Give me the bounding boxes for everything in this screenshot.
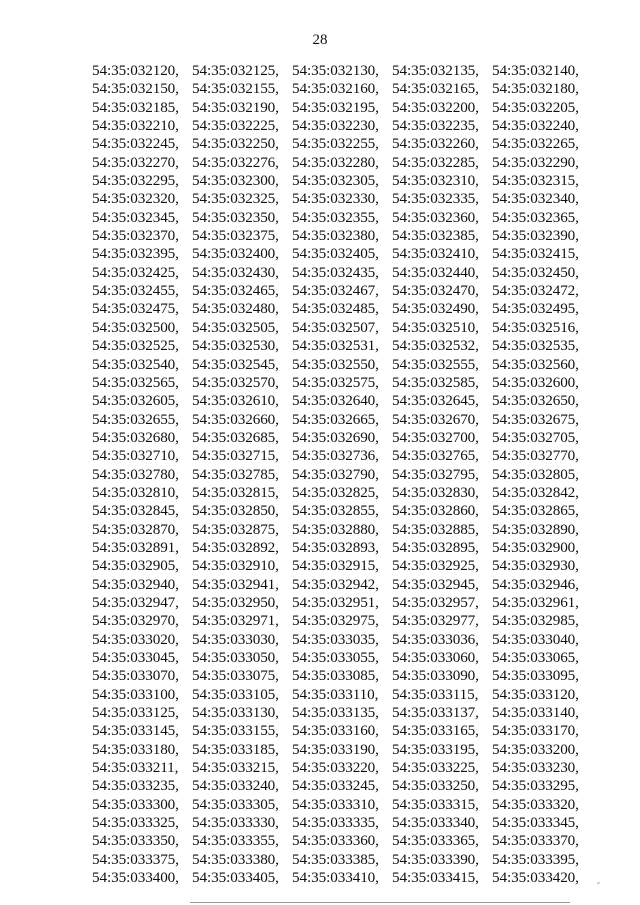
table-row [92, 300, 592, 318]
table-row [92, 612, 592, 630]
cadastral-number-cell: 54:35:032455, [92, 282, 179, 300]
cadastral-number-cell: 54:35:032280, [292, 153, 379, 171]
table-row [92, 686, 592, 704]
cadastral-number-cell: 54:35:033060, [392, 649, 479, 666]
cadastral-number-cell: 54:35:032640, [292, 392, 379, 410]
cadastral-number-cell: 54:35:032850, [192, 502, 279, 520]
cadastral-number-cell: 54:35:033345, [492, 814, 579, 832]
cadastral-number-cell: 54:35:032700, [392, 428, 479, 446]
cadastral-number-cell: 54:35:033155, [192, 722, 279, 740]
cadastral-number-cell: 54:35:033395, [492, 850, 579, 868]
cadastral-number-cell: 54:35:033325, [92, 814, 179, 832]
cadastral-number-cell: 54:35:032946, [492, 575, 579, 593]
table-row [92, 631, 592, 649]
table-row [92, 209, 592, 227]
cadastral-number-cell: 54:35:032690, [292, 428, 379, 446]
cadastral-number-cell: 54:35:032255, [292, 135, 379, 153]
cadastral-number-cell: 54:35:032845, [92, 502, 179, 520]
table-row [92, 502, 592, 520]
cadastral-number-cell: 54:35:032305, [292, 172, 379, 190]
cadastral-number-cell: 54:35:032957, [392, 593, 479, 611]
cadastral-number-cell: 54:35:033145, [92, 722, 179, 740]
cadastral-number-cell: 54:35:032870, [92, 520, 179, 538]
cadastral-number-cell: 54:35:032495, [492, 300, 579, 318]
cadastral-number-cell: 54:35:033300, [92, 795, 179, 813]
cadastral-number-cell: 54:35:032945, [392, 575, 479, 593]
cadastral-number-cell: 54:35:033075, [192, 667, 279, 685]
cadastral-number-cell: 54:35:032865, [492, 502, 579, 520]
table-row [92, 245, 592, 263]
cadastral-number-table-body [92, 62, 592, 887]
table-row [92, 337, 592, 355]
cadastral-number-cell: 54:35:032532, [392, 337, 479, 355]
cadastral-number-cell: 54:35:032320, [92, 190, 179, 208]
cadastral-number-cell: 54:35:032977, [392, 612, 479, 630]
cadastral-number-cell: 54:35:033330, [192, 814, 279, 832]
cadastral-number-cell: 54:35:032531, [292, 337, 379, 355]
cadastral-number-cell: 54:35:033105, [192, 685, 279, 703]
cadastral-number-cell: 54:35:033240, [192, 777, 279, 795]
cadastral-number-cell: 54:35:033250, [392, 777, 479, 795]
cadastral-number-cell: 54:35:033375, [92, 850, 179, 868]
table-row [92, 649, 592, 667]
table-row [92, 466, 592, 484]
cadastral-number-cell: 54:35:033220, [292, 759, 379, 777]
cadastral-number-cell: 54:35:032270, [92, 153, 179, 171]
cadastral-number-cell: 54:35:033305, [192, 795, 279, 813]
cadastral-number-cell: 54:35:032225, [192, 117, 279, 135]
table-row [92, 392, 592, 410]
cadastral-number-cell: 54:35:033370, [492, 832, 579, 850]
cadastral-number-cell: 54:35:032200, [392, 98, 479, 116]
cadastral-number-cell: 54:35:033315, [392, 795, 479, 813]
cadastral-number-cell: 54:35:032330, [292, 190, 379, 208]
cadastral-number-table [92, 62, 592, 887]
cadastral-number-cell: 54:35:032245, [92, 135, 179, 153]
cadastral-number-cell: 54:35:033137, [392, 704, 479, 722]
table-row [92, 777, 592, 795]
cadastral-number-cell: 54:35:032350, [192, 208, 279, 226]
cadastral-number-cell: 54:35:032475, [92, 300, 179, 318]
cadastral-number-cell: 54:35:033140, [492, 704, 579, 722]
cadastral-number-cell: 54:35:033030, [192, 630, 279, 648]
cadastral-number-cell: 54:35:032300, [192, 172, 279, 190]
cadastral-number-cell: 54:35:033211, [92, 759, 179, 777]
table-row [92, 264, 592, 282]
cadastral-number-cell: 54:35:033355, [192, 832, 279, 850]
cadastral-number-cell: 54:35:032941, [192, 575, 279, 593]
table-row [92, 851, 592, 869]
table-row [92, 356, 592, 374]
cadastral-number-cell: 54:35:033195, [392, 740, 479, 758]
cadastral-number-cell: 54:35:032465, [192, 282, 279, 300]
cadastral-number-cell: 54:35:033415, [392, 869, 479, 887]
cadastral-number-cell: 54:35:032210, [92, 117, 179, 135]
cadastral-number-cell: 54:35:032360, [392, 208, 479, 226]
cadastral-number-cell: 54:35:033400, [92, 869, 179, 887]
table-row [92, 80, 592, 98]
cadastral-number-cell: 54:35:032205, [492, 98, 579, 116]
cadastral-number-cell: 54:35:032951, [292, 593, 379, 611]
cadastral-number-cell: 54:35:032585, [392, 373, 479, 391]
table-row [92, 759, 592, 777]
cadastral-number-cell: 54:35:032250, [192, 135, 279, 153]
cadastral-number-cell: 54:35:032510, [392, 318, 479, 336]
cadastral-number-cell: 54:35:033180, [92, 740, 179, 758]
cadastral-number-cell: 54:35:032645, [392, 392, 479, 410]
cadastral-number-cell: 54:35:032440, [392, 263, 479, 281]
cadastral-number-cell: 54:35:032540, [92, 355, 179, 373]
cadastral-number-cell: 54:35:032150, [92, 80, 179, 98]
cadastral-number-cell: 54:35:032970, [92, 612, 179, 630]
cadastral-number-cell: 54:35:032560, [492, 355, 579, 373]
table-row [92, 411, 592, 429]
cadastral-number-cell: 54:35:032550, [292, 355, 379, 373]
cadastral-number-cell: 54:35:033225, [392, 759, 479, 777]
cadastral-number-cell: 54:35:033295, [492, 777, 579, 795]
cadastral-number-cell: 54:35:032665, [292, 410, 379, 428]
cadastral-number-cell: 54:35:032165, [392, 80, 479, 98]
cadastral-number-cell: 54:35:032525, [92, 337, 179, 355]
table-row [92, 869, 592, 887]
table-row [92, 484, 592, 502]
cadastral-number-cell: 54:35:032605, [92, 392, 179, 410]
cadastral-number-cell: 54:35:033090, [392, 667, 479, 685]
cadastral-number-cell: 54:35:032660, [192, 410, 279, 428]
cadastral-number-cell: 54:35:032975, [292, 612, 379, 630]
table-row [92, 117, 592, 135]
cadastral-number-cell: 54:35:032370, [92, 227, 179, 245]
cadastral-number-cell: 54:35:032961, [492, 593, 579, 611]
cadastral-number-cell: 54:35:032295, [92, 172, 179, 190]
cadastral-number-cell: 54:35:032855, [292, 502, 379, 520]
table-row [92, 62, 592, 80]
cadastral-number-cell: 54:35:032795, [392, 465, 479, 483]
cadastral-number-cell: 54:35:032310, [392, 172, 479, 190]
cadastral-number-cell: 54:35:032900, [492, 538, 579, 556]
footer-rule [190, 902, 570, 903]
cadastral-number-cell: 54:35:033335, [292, 814, 379, 832]
table-row [92, 227, 592, 245]
table-row [92, 704, 592, 722]
cadastral-number-cell: 54:35:033165, [392, 722, 479, 740]
cadastral-number-cell: 54:35:032385, [392, 227, 479, 245]
cadastral-number-cell: 54:35:033036, [392, 630, 479, 648]
cadastral-number-cell: 54:35:033020, [92, 630, 179, 648]
cadastral-number-cell: 54:35:032135, [392, 62, 479, 79]
cadastral-number-cell: 54:35:032390, [492, 227, 579, 245]
table-row [92, 154, 592, 172]
cadastral-number-cell: 54:35:032235, [392, 117, 479, 135]
cadastral-number-cell: 54:35:033045, [92, 649, 179, 666]
cadastral-number-cell: 54:35:032893, [292, 538, 379, 556]
cadastral-number-cell: 54:35:032285, [392, 153, 479, 171]
cadastral-number-cell: 54:35:033115, [392, 685, 479, 703]
cadastral-number-cell: 54:35:033360, [292, 832, 379, 850]
cadastral-number-cell: 54:35:032260, [392, 135, 479, 153]
cadastral-number-cell: 54:35:032425, [92, 263, 179, 281]
table-row [92, 447, 592, 465]
cadastral-number-cell: 54:35:032947, [92, 593, 179, 611]
table-row [92, 832, 592, 850]
cadastral-number-cell: 54:35:032892, [192, 538, 279, 556]
table-row [92, 539, 592, 557]
cadastral-number-cell: 54:35:032715, [192, 447, 279, 465]
cadastral-number-cell: 54:35:032895, [392, 538, 479, 556]
table-row [92, 667, 592, 685]
table-row [92, 557, 592, 575]
cadastral-number-cell: 54:35:032880, [292, 520, 379, 538]
cadastral-number-cell: 54:35:032885, [392, 520, 479, 538]
table-row [92, 722, 592, 740]
cadastral-number-cell: 54:35:032575, [292, 373, 379, 391]
cadastral-number-cell: 54:35:032505, [192, 318, 279, 336]
cadastral-number-cell: 54:35:033390, [392, 850, 479, 868]
table-row [92, 374, 592, 392]
cadastral-number-cell: 54:35:033040, [492, 630, 579, 648]
cadastral-number-cell: 54:35:033185, [192, 740, 279, 758]
cadastral-number-cell: 54:35:032155, [192, 80, 279, 98]
cadastral-number-cell: 54:35:033365, [392, 832, 479, 850]
cadastral-number-cell: 54:35:032780, [92, 465, 179, 483]
cadastral-number-cell: 54:35:032675, [492, 410, 579, 428]
cadastral-number-cell: 54:35:032410, [392, 245, 479, 263]
cadastral-number-cell: 54:35:032400, [192, 245, 279, 263]
cadastral-number-cell: 54:35:033310, [292, 795, 379, 813]
cadastral-number-cell: 54:35:032942, [292, 575, 379, 593]
cadastral-number-cell: 54:35:033055, [292, 649, 379, 666]
cadastral-number-cell: 54:35:032140, [492, 62, 579, 79]
cadastral-number-cell: 54:35:032500, [92, 318, 179, 336]
cadastral-number-cell: 54:35:032805, [492, 465, 579, 483]
cadastral-number-cell: 54:35:032340, [492, 190, 579, 208]
cadastral-number-cell: 54:35:032940, [92, 575, 179, 593]
cadastral-number-cell: 54:35:032335, [392, 190, 479, 208]
cadastral-number-cell: 54:35:033110, [292, 685, 379, 703]
cadastral-number-cell: 54:35:032925, [392, 557, 479, 575]
cadastral-number-cell: 54:35:032565, [92, 373, 179, 391]
cadastral-number-cell: 54:35:032545, [192, 355, 279, 373]
cadastral-number-cell: 54:35:032405, [292, 245, 379, 263]
cadastral-number-cell: 54:35:032860, [392, 502, 479, 520]
cadastral-number-cell: 54:35:032240, [492, 117, 579, 135]
cadastral-number-cell: 54:35:032685, [192, 428, 279, 446]
cadastral-number-cell: 54:35:032930, [492, 557, 579, 575]
cadastral-number-cell: 54:35:032190, [192, 98, 279, 116]
cadastral-number-cell: 54:35:032600, [492, 373, 579, 391]
cadastral-number-cell: 54:35:033120, [492, 685, 579, 703]
cadastral-number-cell: 54:35:032180, [492, 80, 579, 98]
cadastral-number-cell: 54:35:032160, [292, 80, 379, 98]
table-row [92, 282, 592, 300]
cadastral-number-cell: 54:35:033340, [392, 814, 479, 832]
cadastral-number-cell: 54:35:032315, [492, 172, 579, 190]
cadastral-number-cell: 54:35:032276, [192, 153, 279, 171]
cadastral-number-cell: 54:35:032530, [192, 337, 279, 355]
table-row [92, 796, 592, 814]
cadastral-number-cell: 54:35:032355, [292, 208, 379, 226]
cadastral-number-cell: 54:35:033070, [92, 667, 179, 685]
cadastral-number-cell: 54:35:033410, [292, 869, 379, 887]
cadastral-number-cell: 54:35:032125, [192, 62, 279, 79]
cadastral-number-cell: 54:35:032467, [292, 282, 379, 300]
cadastral-number-cell: 54:35:032705, [492, 428, 579, 446]
cadastral-number-cell: 54:35:032890, [492, 520, 579, 538]
table-row [92, 99, 592, 117]
cadastral-number-cell: 54:35:033350, [92, 832, 179, 850]
cadastral-number-cell: 54:35:032655, [92, 410, 179, 428]
table-row [92, 814, 592, 832]
cadastral-number-cell: 54:35:032570, [192, 373, 279, 391]
table-row [92, 576, 592, 594]
cadastral-number-cell: 54:35:032430, [192, 263, 279, 281]
cadastral-number-cell: 54:35:032325, [192, 190, 279, 208]
cadastral-number-cell: 54:35:032910, [192, 557, 279, 575]
table-row [92, 190, 592, 208]
cadastral-number-cell: 54:35:033095, [492, 667, 579, 685]
cadastral-number-cell: 54:35:032650, [492, 392, 579, 410]
cadastral-number-cell: 54:35:032507, [292, 318, 379, 336]
cadastral-number-cell: 54:35:033160, [292, 722, 379, 740]
cadastral-number-cell: 54:35:033200, [492, 740, 579, 758]
cadastral-number-cell: 54:35:032470, [392, 282, 479, 300]
cadastral-number-cell: 54:35:032950, [192, 593, 279, 611]
cadastral-number-cell: 54:35:032485, [292, 300, 379, 318]
cadastral-number-cell: 54:35:032472, [492, 282, 579, 300]
cadastral-number-cell: 54:35:032770, [492, 447, 579, 465]
scan-speck [597, 881, 601, 884]
cadastral-number-cell: 54:35:032915, [292, 557, 379, 575]
cadastral-number-cell: 54:35:032670, [392, 410, 479, 428]
cadastral-number-cell: 54:35:032490, [392, 300, 479, 318]
cadastral-number-cell: 54:35:032842, [492, 483, 579, 501]
table-row [92, 172, 592, 190]
cadastral-number-cell: 54:35:032185, [92, 98, 179, 116]
cadastral-number-cell: 54:35:032810, [92, 483, 179, 501]
cadastral-number-cell: 54:35:032891, [92, 538, 179, 556]
cadastral-number-cell: 54:35:032265, [492, 135, 579, 153]
cadastral-number-cell: 54:35:033100, [92, 685, 179, 703]
cadastral-number-cell: 54:35:032830, [392, 483, 479, 501]
cadastral-number-cell: 54:35:033230, [492, 759, 579, 777]
table-row [92, 319, 592, 337]
table-row [92, 741, 592, 759]
cadastral-number-cell: 54:35:032395, [92, 245, 179, 263]
cadastral-number-cell: 54:35:033235, [92, 777, 179, 795]
table-row [92, 594, 592, 612]
cadastral-number-cell: 54:35:032680, [92, 428, 179, 446]
cadastral-number-cell: 54:35:032375, [192, 227, 279, 245]
cadastral-number-cell: 54:35:032905, [92, 557, 179, 575]
cadastral-number-cell: 54:35:033380, [192, 850, 279, 868]
cadastral-number-cell: 54:35:032610, [192, 392, 279, 410]
cadastral-number-cell: 54:35:032790, [292, 465, 379, 483]
cadastral-number-cell: 54:35:033125, [92, 704, 179, 722]
cadastral-number-cell: 54:35:032985, [492, 612, 579, 630]
cadastral-number-cell: 54:35:032415, [492, 245, 579, 263]
cadastral-number-cell: 54:35:033050, [192, 649, 279, 666]
cadastral-number-cell: 54:35:032710, [92, 447, 179, 465]
cadastral-number-cell: 54:35:033385, [292, 850, 379, 868]
cadastral-number-cell: 54:35:033135, [292, 704, 379, 722]
cadastral-number-cell: 54:35:032875, [192, 520, 279, 538]
cadastral-number-cell: 54:35:032785, [192, 465, 279, 483]
cadastral-number-cell: 54:35:032736, [292, 447, 379, 465]
cadastral-number-cell: 54:35:032380, [292, 227, 379, 245]
cadastral-number-cell: 54:35:033085, [292, 667, 379, 685]
table-row [92, 521, 592, 539]
cadastral-number-cell: 54:35:032450, [492, 263, 579, 281]
cadastral-number-cell: 54:35:033170, [492, 722, 579, 740]
cadastral-number-cell: 54:35:033245, [292, 777, 379, 795]
cadastral-number-cell: 54:35:033035, [292, 630, 379, 648]
cadastral-number-cell: 54:35:032815, [192, 483, 279, 501]
cadastral-number-cell: 54:35:032435, [292, 263, 379, 281]
cadastral-number-cell: 54:35:032290, [492, 153, 579, 171]
cadastral-number-cell: 54:35:032765, [392, 447, 479, 465]
cadastral-number-cell: 54:35:033320, [492, 795, 579, 813]
cadastral-number-cell: 54:35:033420, [492, 869, 579, 887]
cadastral-number-cell: 54:35:032535, [492, 337, 579, 355]
cadastral-number-cell: 54:35:033405, [192, 869, 279, 887]
table-row [92, 429, 592, 447]
cadastral-number-cell: 54:35:032230, [292, 117, 379, 135]
cadastral-number-cell: 54:35:033130, [192, 704, 279, 722]
cadastral-number-cell: 54:35:033065, [492, 649, 579, 666]
cadastral-number-cell: 54:35:032555, [392, 355, 479, 373]
cadastral-number-cell: 54:35:032516, [492, 318, 579, 336]
table-row [92, 135, 592, 153]
cadastral-number-cell: 54:35:032365, [492, 208, 579, 226]
cadastral-number-cell: 54:35:032345, [92, 208, 179, 226]
cadastral-number-cell: 54:35:033215, [192, 759, 279, 777]
cadastral-number-cell: 54:35:032971, [192, 612, 279, 630]
cadastral-number-cell: 54:35:032120, [92, 62, 179, 79]
cadastral-number-cell: 54:35:032825, [292, 483, 379, 501]
cadastral-number-cell: 54:35:032195, [292, 98, 379, 116]
cadastral-number-cell: 54:35:032480, [192, 300, 279, 318]
page-number: 28 [312, 32, 328, 48]
cadastral-number-cell: 54:35:032130, [292, 62, 379, 79]
cadastral-number-cell: 54:35:033190, [292, 740, 379, 758]
